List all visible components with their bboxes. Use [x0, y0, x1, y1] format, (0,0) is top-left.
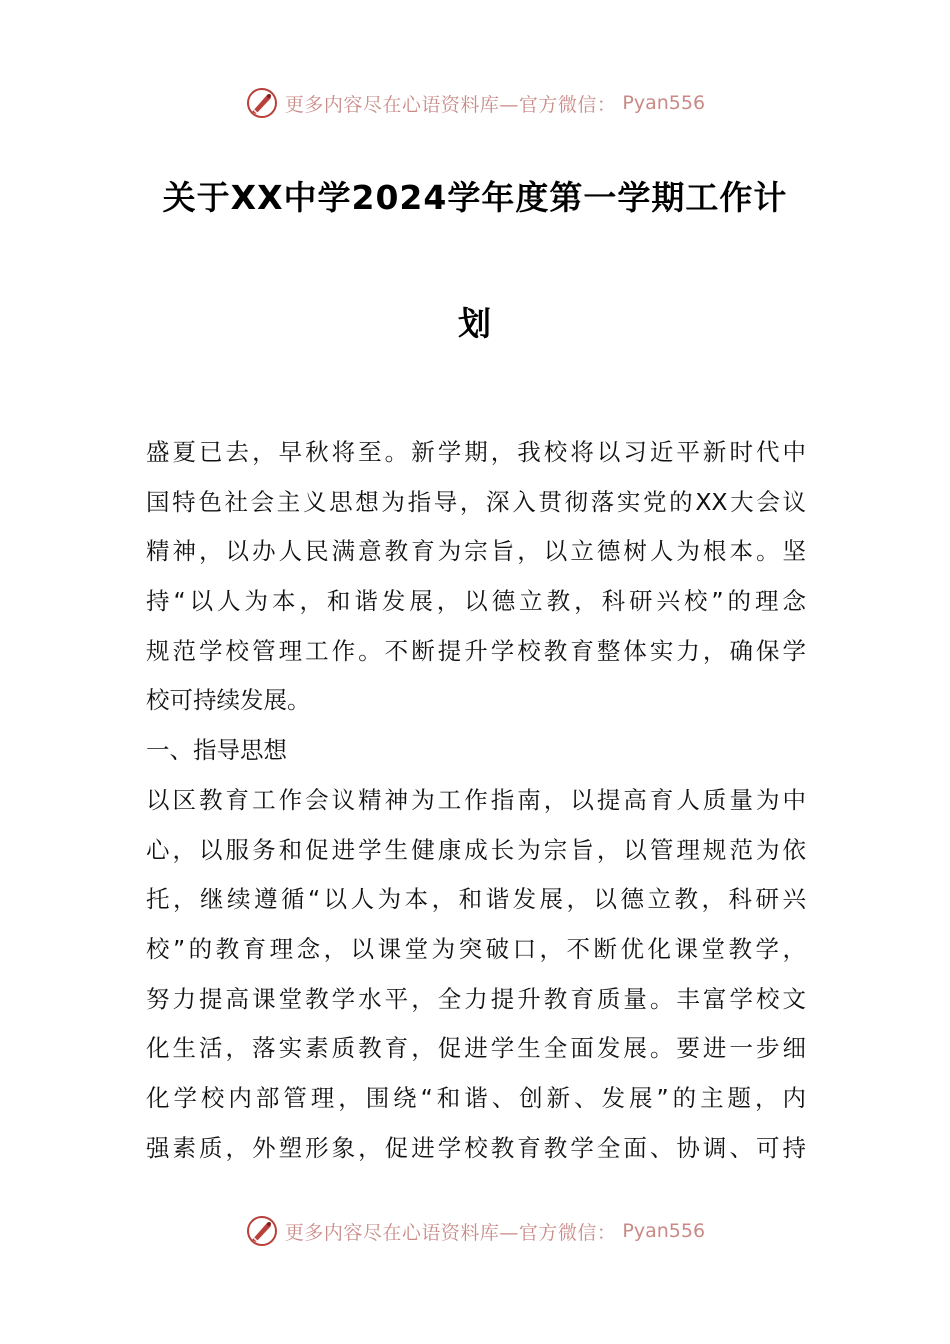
body-line: 强素质，外塑形象，促进学校教育教学全面、协调、可持 [146, 1133, 806, 1162]
document-title-line-1: 关于XX中学2024学年度第一学期工作计 [162, 178, 788, 217]
banner-wechat-id: Pyan556 [622, 92, 706, 114]
banner-text: 更多内容尽在心语资料库—官方微信： [284, 1221, 617, 1244]
pen-logo-icon [245, 86, 279, 120]
footer-banner [0, 1211, 950, 1251]
body-line: 校可持续发展。 [146, 686, 311, 715]
body-line: 持“以人为本，和谐发展，以德立教，科研兴校”的理念 [146, 587, 806, 616]
pen-logo-icon [245, 1214, 279, 1248]
body-line: 努力提高课堂教学水平，全力提升教育质量。丰富学校文 [146, 984, 806, 1013]
body-line: 国特色社会主义思想为指导，深入贯彻落实党的XX大会议 [146, 487, 806, 516]
body-line: 心，以服务和促进学生健康成长为宗旨，以管理规范为依 [146, 835, 806, 864]
section-heading: 一、指导思想 [146, 736, 287, 765]
banner-text: 更多内容尽在心语资料库—官方微信： [284, 93, 617, 116]
body-line: 精神，以办人民满意教育为宗旨，以立德树人为根本。坚 [146, 537, 806, 566]
document-title-line-2: 划 [458, 304, 492, 343]
body-line: 以区教育工作会议精神为工作指南，以提高育人质量为中 [146, 785, 806, 814]
body-line: 盛夏已去，早秋将至。新学期，我校将以习近平新时代中 [146, 438, 806, 466]
header-banner [0, 83, 950, 123]
banner-wechat-id: Pyan556 [622, 1220, 706, 1242]
body-line: 化学校内部管理，围绕“和谐、创新、发展”的主题，内 [146, 1083, 806, 1112]
body-line: 规范学校管理工作。不断提升学校教育整体实力，确保学 [146, 636, 806, 665]
body-line: 化生活，落实素质教育，促进学生全面发展。要进一步细 [146, 1034, 806, 1063]
body-line: 校”的教育理念，以课堂为突破口，不断优化课堂教学， [146, 934, 806, 963]
document-body [146, 428, 806, 1173]
body-line: 托，继续遵循“以人为本，和谐发展，以德立教，科研兴 [146, 885, 806, 914]
